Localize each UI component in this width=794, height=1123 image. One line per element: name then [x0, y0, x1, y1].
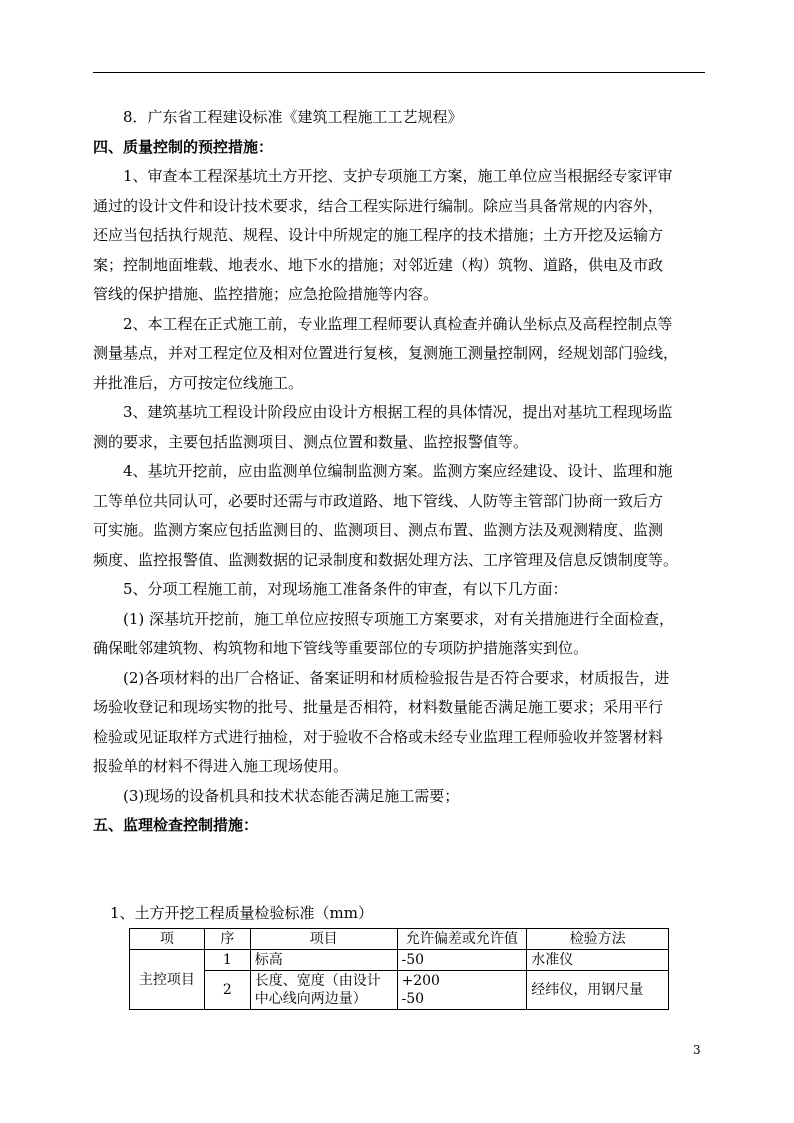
paragraph-line: 频度、监控报警值、监测数据的记录制度和数据处理方法、工序管理及信息反馈制度等。 [93, 550, 679, 569]
header-cell-item: 项目 [250, 929, 397, 950]
seq-cell: 1 [204, 950, 250, 971]
paragraph-line: 场验收登记和现场实物的批号、批量是否相符，材料数量能否满足施工要求；采用平行 [93, 698, 664, 716]
header-cell-tolerance: 允许偏差或允许值 [397, 929, 527, 950]
header-cell-category: 项 [130, 929, 205, 950]
item-line-2: 中心线向两边量） [254, 991, 367, 1007]
tolerance-cell-multiline [397, 971, 527, 1010]
paragraph-line: 还应当包括执行规范、规程、设计中所规定的施工程序的技术措施；土方开挖及运输方 [93, 226, 664, 244]
paragraph-line: 并批准后，方可按定位线施工。 [93, 373, 304, 392]
paragraph-line: 检验或见证取样方式进行抽检，对于验收不合格或未经专业监理工程师验收并签署材料 [93, 727, 664, 746]
paragraph-line: 4、基坑开挖前，应由监测单位编制监测方案。监测方案应经建设、设计、监理和施 [123, 462, 673, 480]
method-cell: 经纬仪，用钢尺量 [527, 971, 669, 1010]
item-cell: 标高 [250, 950, 397, 971]
table-caption: 1、土方开挖工程质量检验标准（mm） [110, 904, 373, 922]
paragraph-line: 3、建筑基坑工程设计阶段应由设计方根据工程的具体情况，提出对基坑工程现场监 [123, 403, 673, 421]
table-header-row [130, 929, 669, 950]
header-rule [93, 72, 705, 73]
tolerance-line-1: +200 [401, 973, 440, 989]
section-heading: 五、监理检查控制措施： [93, 816, 259, 834]
paragraph-line: (3)现场的设备机具和技术状态能否满足施工需要； [123, 786, 460, 805]
paragraph-line: 确保毗邻建筑物、构筑物和地下管线等重要部位的专项防护措施落实到位。 [93, 639, 589, 657]
paragraph-line: 2、本工程在正式施工前，专业监理工程师要认真检查并确认坐标点及高程控制点等 [123, 314, 673, 333]
paragraph-line: 报验单的材料不得进入施工现场使用。 [93, 757, 349, 775]
paragraph-line: 5、分项工程施工前，对现场施工准备条件的审查，有以下几方面： [123, 580, 568, 598]
tolerance-line-2: -50 [401, 991, 425, 1007]
method-cell: 水准仪 [527, 950, 669, 971]
paragraph-line: 工等单位共同认可，必要时还需与市政道路、地下管线、人防等主管部门协商一致后方 [93, 491, 664, 510]
paragraph-line: 通过的设计文件和设计技术要求，结合工程实际进行编制。除应当具备常规的内容外， [93, 196, 664, 215]
paragraph-line: 测的要求，主要包括监测项目、测点位置和数量、监控报警值等。 [93, 432, 529, 451]
header-cell-seq: 序 [204, 929, 250, 950]
paragraph-line: (1) 深基坑开挖前，施工单位应按照专项施工方案要求，对有关措施进行全面检查， [123, 609, 675, 628]
section-heading: 四、质量控制的预控措施： [93, 137, 274, 156]
paragraph-line: 测量基点，并对工程定位及相对位置进行复核，复测施工测量控制网，经规划部门验线， [93, 344, 679, 362]
item-line-1: 长度、宽度（由设计 [254, 973, 381, 989]
table-row [130, 950, 669, 971]
seq-cell: 2 [204, 971, 250, 1010]
paragraph-line: (2)各项材料的出厂合格证、备案证明和材质检验报告是否符合要求，材质报告，进 [123, 668, 670, 687]
paragraph-line: 管线的保护措施、监控措施；应急抢险措施等内容。 [93, 285, 439, 303]
paragraph-line: 可实施。监测方案应包括监测目的、监测项目、测点布置、监测方法及观测精度、监测 [93, 521, 664, 539]
header-cell-method: 检验方法 [527, 929, 669, 950]
page-number: 3 [693, 1043, 701, 1057]
group-label-cell: 主控项目 [130, 950, 205, 1010]
paragraph-line: 案；控制地面堆载、地表水、地下水的措施；对邻近建（构）筑物、道路，供电及市政 [93, 255, 664, 274]
item-cell-multiline [250, 971, 397, 1010]
quality-standard-table [129, 928, 669, 1010]
tolerance-cell: -50 [397, 950, 527, 971]
paragraph-line: 1、审查本工程深基坑土方开挖、支护专项施工方案，施工单位应当根据经专家评审 [123, 167, 673, 185]
paragraph-line: 8．广东省工程建设标准《建筑工程施工工艺规程》 [123, 108, 463, 126]
table-row [130, 971, 669, 1010]
